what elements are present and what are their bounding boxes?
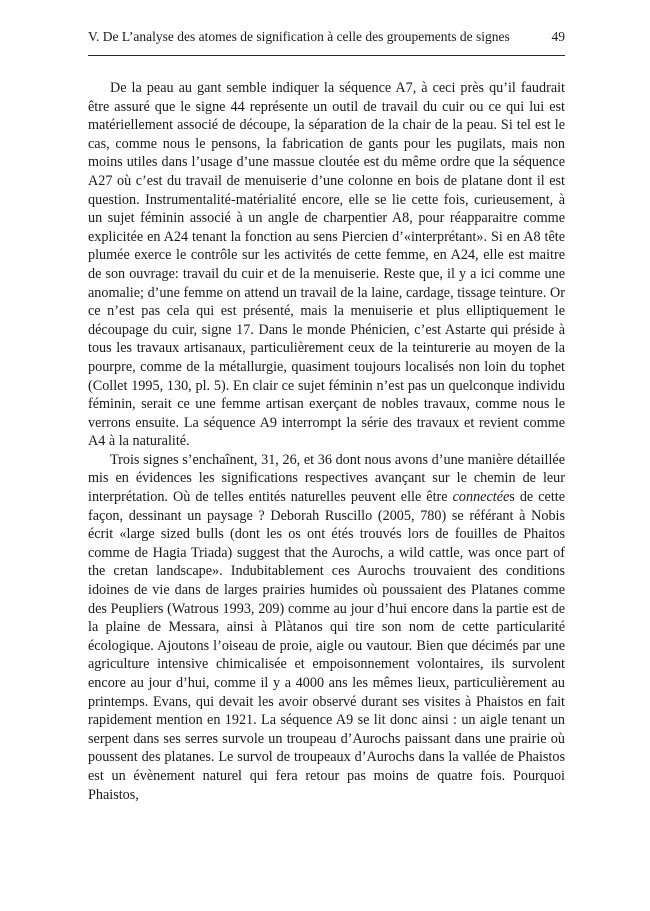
paragraph-2-part-1: Trois signes s’enchaînent, 31, 26, et 36 dont nous avons d’une manière détaillée mis en évidences les significations respectives avançant sur le chemin de leur interprétation. Où de telles entités naturelles peuvent elle être [88, 451, 565, 506]
running-header [88, 27, 565, 47]
paragraph-1: De la peau au gant semble indiquer la séquence A7, à ceci près qu’il faudrait être assuré que le signe 44 représente un outil de travail du cuir ou ce qui lui est matériellement associé de découpe, la séparation de la chair de la peau. Si tel est le cas, comme nous le pensons, la fabrication de gants pour les pugilats, mais non moins utiles dans l’usage d’une massue cloutée est du même ordre que la séquence A27 où c’est du travail de menuiserie d’une colonne en bois de platane dont il est question. Instrumentalité-matérialité encore, elle se lie cette fois, curieusement, à un sujet féminin associé à un angle de charpentier A8, pour réapparaitre comme explicitée en A24 tenant la fonction au sens Piercien d’«interprétant». Si en A8 tête plumée exerce le contrôle sur les activités de cette femme, en A24, elle est maitre de son ouvrage: travail du cuir et de la menuiserie. Reste que, il y a ici comme une anomalie; d’une femme on attend un travail de la laine, cardage, tissage teinture. Or ce n’est pas cela qui est présenté, mais la menuiserie et plus elliptiquement le découpage du cuir, signe 17. Dans le monde Phénicien, c’est Astarte qui préside à tous les travaux artisanaux, particulièrement ceux de la teinturerie au moyen de la pourpre, comme de la métallurgie, quasiment toujours localisés non loin du tophet (Collet 1995, 130, pl. 5). En clair ce sujet féminin n’est pas un quelconque individu féminin, serait ce une femme artisan exerçant de nobles travaux, comme nous le verrons ensuite. La séquence A9 interrompt la série des travaux et revient comme A4 à la naturalité. [88, 80, 565, 450]
running-title: V. De L’analyse des atomes de signification à celle des groupements de signes [88, 29, 510, 44]
paragraph-2-part-2: s de cette façon, dessinant un paysage ? Deborah Ruscillo (2005, 780) se référant à Nobis écrit «large sized bulls (dont les os ont étés trouvés lors de fouilles de Phaitos comme de Hagia Triada) suggest that the Aurochs, a wild cattle, was once part of the cretan landscape». Indubitablement ces Aurochs trouvaient des conditions idoines de vie dans de larges prairies humides où poussaient des Platanes comme des Peupliers (Watrous 1993, 209) comme au jour d’hui encore dans la partie est de la plaine de Messara, ainsi à Plàtanos qui tire son nom de cette particularité écologique. Ajoutons l’oiseau de proie, aigle ou vautour. Bien que décimés par une agriculture intensive chimicalisée et empoisonnement volontaires, ils survolent encore au jour d’hui, comme il y a 4000 ans les mêmes lieux, particulièrement au printemps. Evans, qui devait les avoir observé durant ses visites à Phaistos en fait rapidement mention en 1921. La séquence A9 se lit donc ainsi : un aigle tenant un serpent dans ses serres survole un troupeau d’Aurochs paissant dans une prairie où poussent des platanes. Le survol de troupeaux d’Aurochs dans la vallée de Phaistos est un évènement naturel qui fera retour pas moins de quatre fois. Pourquoi Phaistos, [88, 489, 566, 803]
body-text [88, 79, 565, 804]
header-rule [88, 55, 565, 56]
page-number: 49 [551, 29, 565, 44]
paragraph-2 [88, 451, 565, 804]
italic-word: connectée [452, 489, 510, 506]
